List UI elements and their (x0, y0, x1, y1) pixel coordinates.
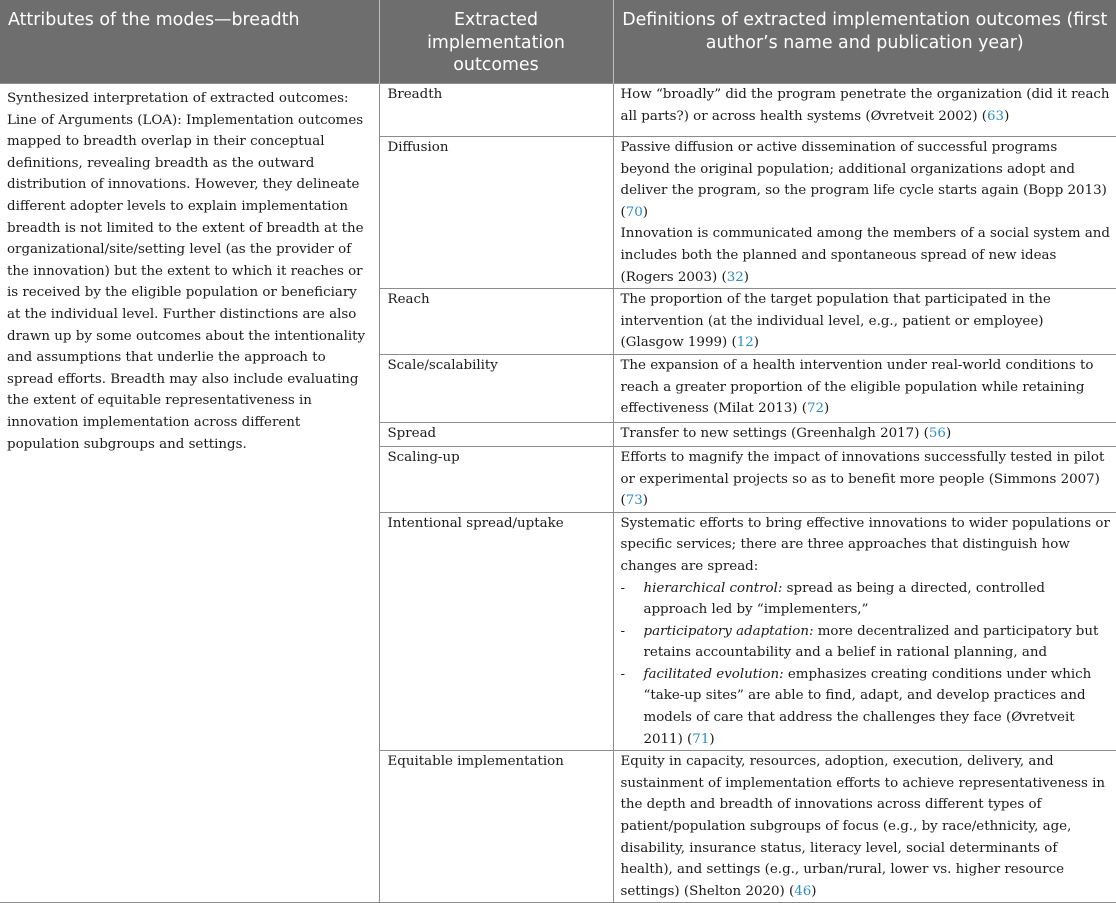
citation-link[interactable]: 12 (736, 335, 754, 351)
definition-paragraph (621, 137, 1111, 223)
dash-marker: - (620, 623, 626, 639)
outcome-definition (613, 751, 1116, 903)
citation-link[interactable]: 46 (794, 883, 812, 899)
citation-link[interactable]: 63 (987, 108, 1005, 124)
table-body (0, 84, 1116, 903)
outcome-definition (613, 446, 1116, 512)
definition-text: How “broadly” did the program penetrate the organization (did it reach all parts?) or across health systems (Øvretveit 2002) ( (620, 87, 1110, 124)
outcome-term: Reach (379, 289, 613, 355)
loa-text: Line of Arguments (LOA): Implementation outcomes mapped to breadth overlap in their conceptual definitions, revealing breadth as the outward distribution of innovations. However, they delineate different adopter levels to explain implementation breadth is not limited to the extent of breadth at the organizational/site/setting level (as the provider of the innovation) but the extent to which it reaches or is received by the eligible population or beneficiary at the individual level. Further distinctions are also drawn up by some outcomes about the intentionality and assumptions that underlie the approach to spread efforts. Breadth may also include evaluating the extent of equitable representativeness in innovation implementation across different population subgroups and settings. (7, 112, 366, 452)
approach-label: hierarchical control: (643, 580, 783, 596)
citation-close: ) (642, 204, 649, 220)
citation-close: ) (1004, 108, 1010, 124)
table-row (0, 84, 1116, 137)
loa-cell (0, 84, 379, 903)
citation-link[interactable]: 73 (625, 493, 643, 509)
header-extracted-outcomes: Extracted implementation outcomes (379, 0, 613, 84)
approach-text: emphasizes creating conditions under which “take-up sites” are able to find, adapt, and develop practices and models of care that address the challenges they face (Øvretveit 2011) ( (643, 666, 1092, 747)
approach-text: spread as being a directed, controlled approach led by “implementers,” (643, 580, 1045, 618)
citation-close: ) (642, 493, 649, 509)
definition-text: Passive diffusion or active dissemination of successful programs beyond the original population; additional organizations adopt and deliver the program, so the program life cycle starts again (Bopp 2013) ( (620, 140, 1107, 220)
approach-text: more decentralized and participatory but retains accountability and a belief in rational planning, and (643, 623, 1099, 661)
table-header (0, 0, 1116, 84)
definition-intro: Systematic efforts to bring effective innovations to wider populations or specific services; there are three approaches that distinguish how changes are spread: (620, 515, 1110, 574)
citation-close: ) (824, 401, 830, 417)
outcome-definition (613, 137, 1116, 289)
list-item (621, 621, 1111, 664)
citation-link[interactable]: 72 (806, 401, 825, 417)
definition-text: Efforts to magnify the impact of innovations successfully tested in pilot or experimental projects so as to benefit more people (Simmons 2007) ( (620, 449, 1105, 509)
outcome-term: Diffusion (379, 137, 613, 289)
list-item (621, 578, 1111, 621)
citation-close: ) (753, 335, 759, 351)
outcome-term: Scaling-up (379, 446, 613, 512)
definition-text: Equity in capacity, resources, adoption, execution, delivery, and sustainment of implementation efforts to achieve representativeness in the depth and breadth of innovations across different types of patient/population subgroups of focus (e.g., by race/ethnicity, age, disability, insurance status, literacy level, social determinants of health), and settings (e.g., urban/rural, lower vs. higher resource settings) (Shelton 2020) ( (620, 754, 1106, 899)
definition-text: The expansion of a health intervention under real-world conditions to reach a greater proportion of the eligible population while retaining effectiveness (Milat 2013) ( (620, 357, 1094, 417)
approach-label: participatory adaptation: (643, 623, 814, 639)
outcome-term: Scale/scalability (379, 354, 613, 422)
outcome-term: Spread (379, 422, 613, 446)
citation-close: ) (709, 731, 715, 747)
outcome-definition (613, 422, 1116, 446)
citation-link[interactable]: 70 (625, 204, 643, 220)
outcome-term: Equitable implementation (379, 751, 613, 903)
definition-text: Transfer to new settings (Greenhalgh 2017) ( (620, 425, 929, 441)
outcome-definition (613, 512, 1116, 751)
outcome-definition (613, 84, 1116, 137)
outcome-definition (613, 289, 1116, 355)
approaches-list (621, 578, 1111, 751)
citation-close: ) (743, 269, 749, 285)
header-definitions: Definitions of extracted implementation outcomes (first author’s name and publication year) (613, 0, 1116, 84)
outcome-term: Breadth (379, 84, 613, 137)
citation-link[interactable]: 56 (928, 425, 946, 441)
dash-marker: - (620, 580, 626, 596)
outcome-term: Intentional spread/uptake (379, 512, 613, 751)
list-item (621, 664, 1111, 750)
citation-close: ) (945, 425, 952, 441)
loa-heading: Synthesized interpretation of extracted outcomes: (7, 91, 349, 106)
outcome-definition (613, 354, 1116, 422)
header-row (0, 0, 1116, 84)
definition-text: Innovation is communicated among the members of a social system and includes both the planned and spontaneous spread of new ideas (Rogers 2003) ( (620, 226, 1110, 285)
citation-link[interactable]: 71 (692, 731, 710, 747)
definition-paragraph (621, 223, 1111, 288)
definition-text: The proportion of the target population that participated in the intervention (at the individual level, e.g., patient or employee) (Glasgow 1999) ( (620, 292, 1051, 351)
citation-link[interactable]: 32 (726, 269, 744, 285)
dash-marker: - (620, 666, 626, 682)
citation-close: ) (811, 883, 817, 899)
header-attributes: Attributes of the modes—breadth (0, 0, 379, 84)
approach-label: facilitated evolution: (643, 666, 784, 682)
